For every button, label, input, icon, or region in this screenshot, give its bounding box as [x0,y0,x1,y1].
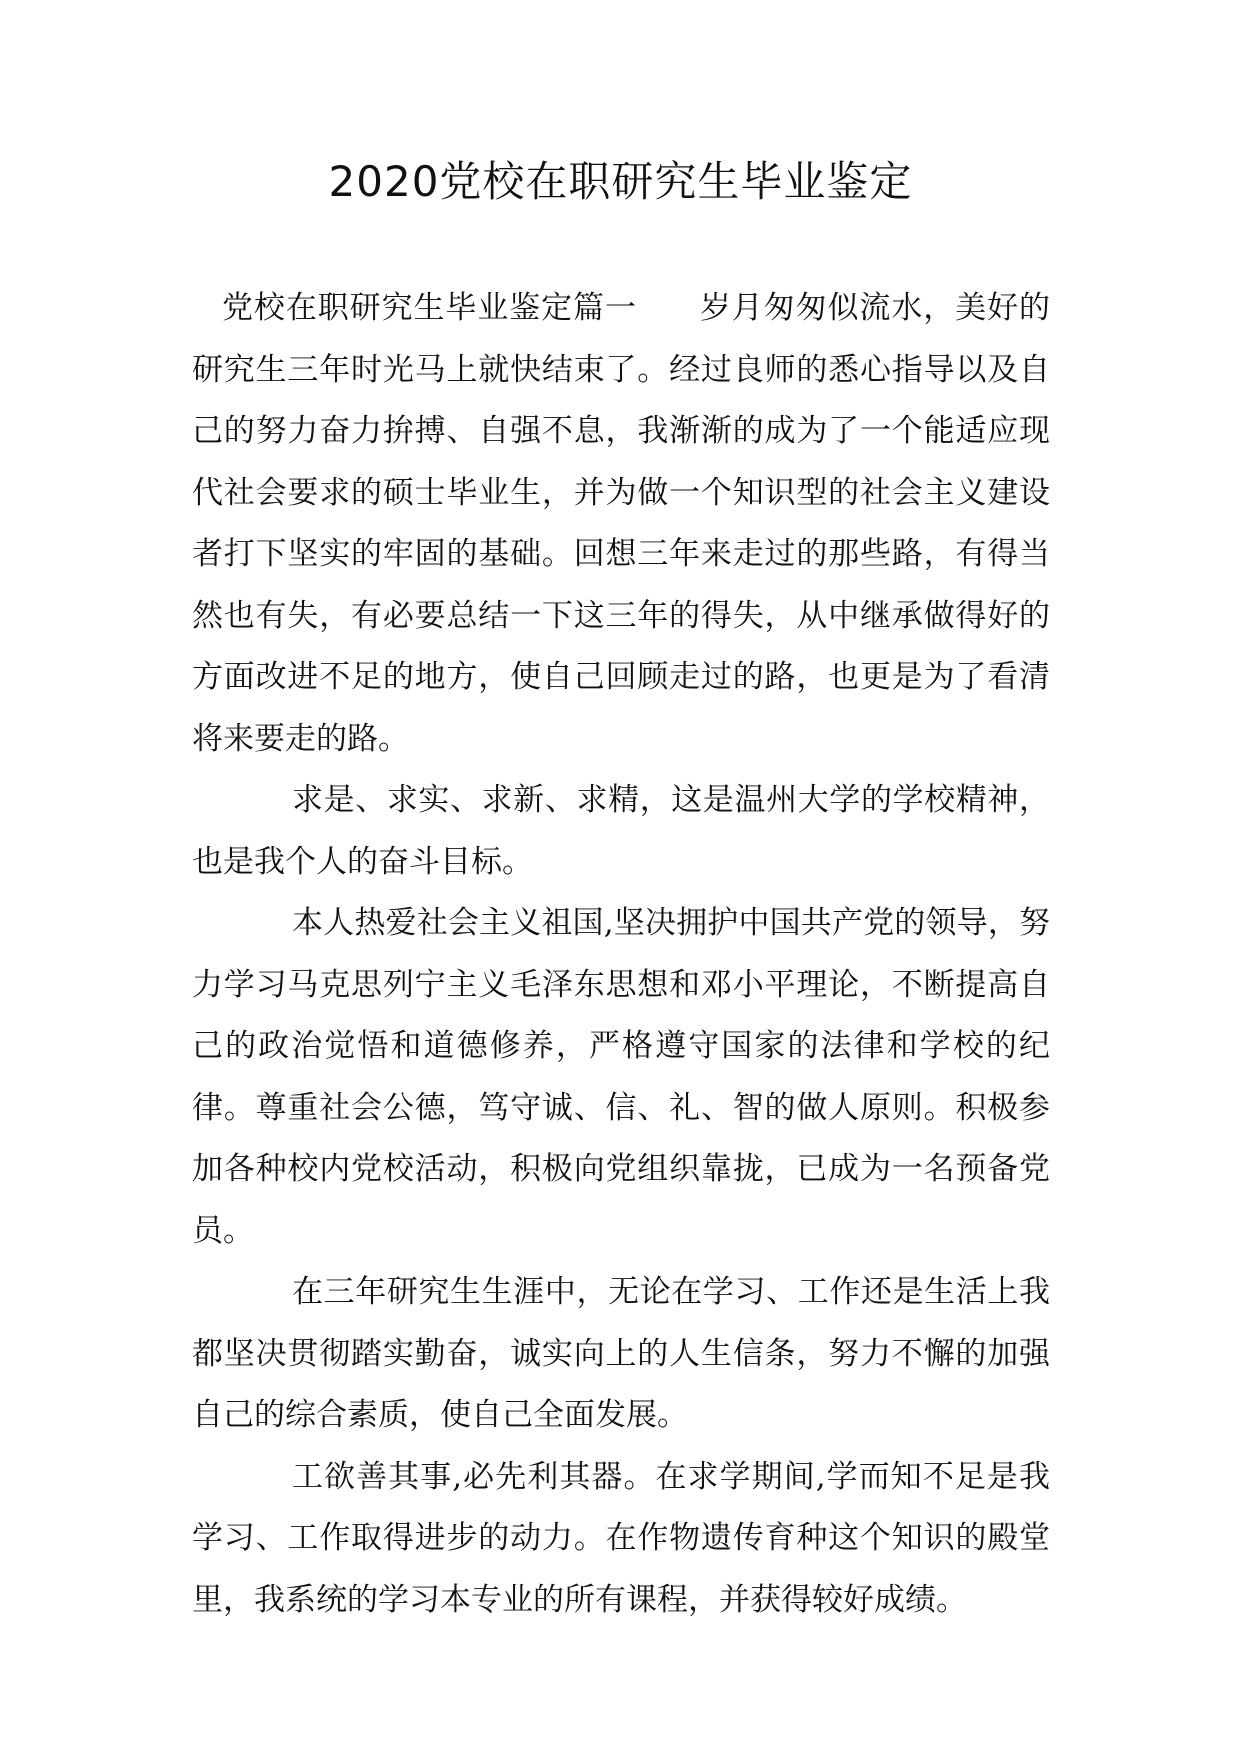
section-heading: 党校在职研究生毕业鉴定篇一 [222,290,637,326]
document-title: 2020党校在职研究生毕业鉴定 [328,157,913,206]
paragraph-3: 本人热爱社会主义祖国,坚决拥护中国共产党的领导，努力学习马克思列宁主义毛泽东思想和邓小平理论，不断提高自己的政治觉悟和道德修养，严格遵守国家的法律和学校的纪律。尊重社会公德，笃守诚、信、礼、智的做人原则。积极参加各种校内党校活动，积极向党组织靠拢，已成为一名预备党员。 [192,905,1050,1249]
paragraph-1 [192,278,1050,770]
paragraph-5: 工欲善其事,必先利其器。在求学期间,学而知不足是我学习、工作取得进步的动力。在作物遗传育种这个知识的殿堂里，我系统的学习本专业的所有课程，并获得较好成绩。 [192,1458,1050,1618]
paragraph-1-text: 岁月匆匆似流水，美好的研究生三年时光马上就快结束了。经过良师的悉心指导以及自己的努力奋力拚搏、自强不息，我渐渐的成为了一个能适应现代社会要求的硕士毕业生，并为做一个知识型的社会主义建设者打下坚实的牢固的基础。回想三年来走过的那些路，有得当然也有失，有必要总结一下这三年的得失，从中继承做得好的方面改进不足的地方，使自己回顾走过的路，也更是为了看清将来要走的路。 [192,290,1051,757]
paragraph-2: 求是、求实、求新、求精，这是温州大学的学校精神，也是我个人的奋斗目标。 [192,782,1050,880]
document-body [192,278,1050,1631]
paragraph-4: 在三年研究生生涯中，无论在学习、工作还是生活上我都坚决贯彻踏实勤奋，诚实向上的人生信条，努力不懈的加强自己的综合素质，使自己全面发展。 [192,1274,1050,1433]
